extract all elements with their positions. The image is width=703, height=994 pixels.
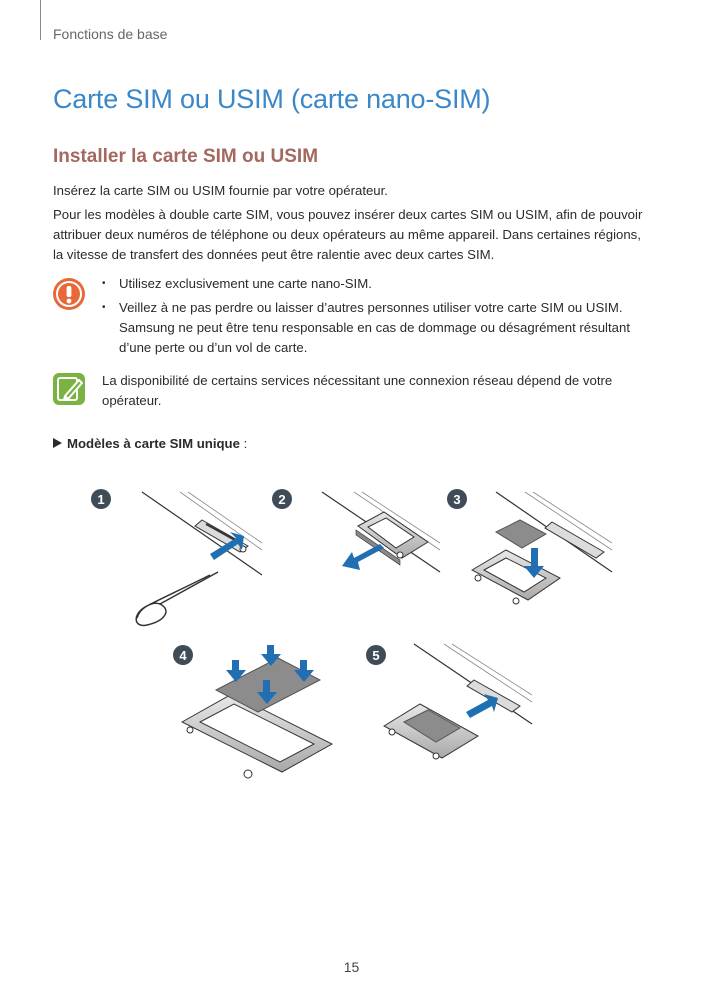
- warning-item: • Utilisez exclusivement une carte nano-SIM.: [102, 276, 372, 291]
- warning-list: [102, 274, 652, 362]
- step-badge-5: [366, 645, 386, 665]
- step-3-illustration: [472, 492, 612, 604]
- svg-text:2: 2: [278, 492, 286, 507]
- header-rule: [40, 0, 41, 40]
- step-1-illustration: [136, 492, 262, 625]
- page-number: 15: [343, 959, 360, 975]
- step-5-illustration: [384, 644, 532, 759]
- sim-installation-illustration: [0, 480, 703, 800]
- svg-text:5: 5: [372, 648, 380, 663]
- step-2-illustration: [322, 492, 440, 572]
- intro-paragraph: Insérez la carte SIM ou USIM fournie par votre opérateur.: [53, 183, 388, 198]
- triangle-arrow-icon: [53, 438, 62, 448]
- step-badge-3: [447, 489, 467, 509]
- note-pencil-icon: [52, 372, 86, 406]
- step-badge-2: [272, 489, 292, 509]
- svg-text:3: 3: [453, 492, 461, 507]
- section-header: Fonctions de base: [53, 26, 168, 42]
- warning-item: • Veillez à ne pas perdre ou laisser d’autres personnes utiliser votre carte SIM ou USIM. Samsung ne peut être tenu responsable en cas de dommage ou désagrément résultant d’une perte ou d’un vol de carte.: [102, 300, 630, 355]
- dual-sim-paragraph: Pour les modèles à double carte SIM, vous pouvez insérer deux cartes SIM ou USIM, afin de pouvoir attribuer deux numéros de téléphone ou deux opérateurs au même appareil. Dans certaines régions, la vitesse de transfert des données peut être ralentie avec deux cartes SIM.: [53, 207, 643, 262]
- step-badge-1: [91, 489, 111, 509]
- page-title: Carte SIM ou USIM (carte nano-SIM): [53, 84, 491, 114]
- section-subtitle: Installer la carte SIM ou USIM: [53, 146, 319, 167]
- step-badge-4: [173, 645, 193, 665]
- warning-icon: [52, 277, 86, 311]
- note-text: La disponibilité de certains services nécessitant une connexion réseau dépend de votre opérateur.: [102, 373, 613, 408]
- step-4-illustration: [182, 645, 332, 778]
- models-heading: Modèles à carte SIM unique :: [53, 436, 247, 451]
- svg-text:1: 1: [97, 492, 105, 507]
- svg-text:4: 4: [179, 648, 187, 663]
